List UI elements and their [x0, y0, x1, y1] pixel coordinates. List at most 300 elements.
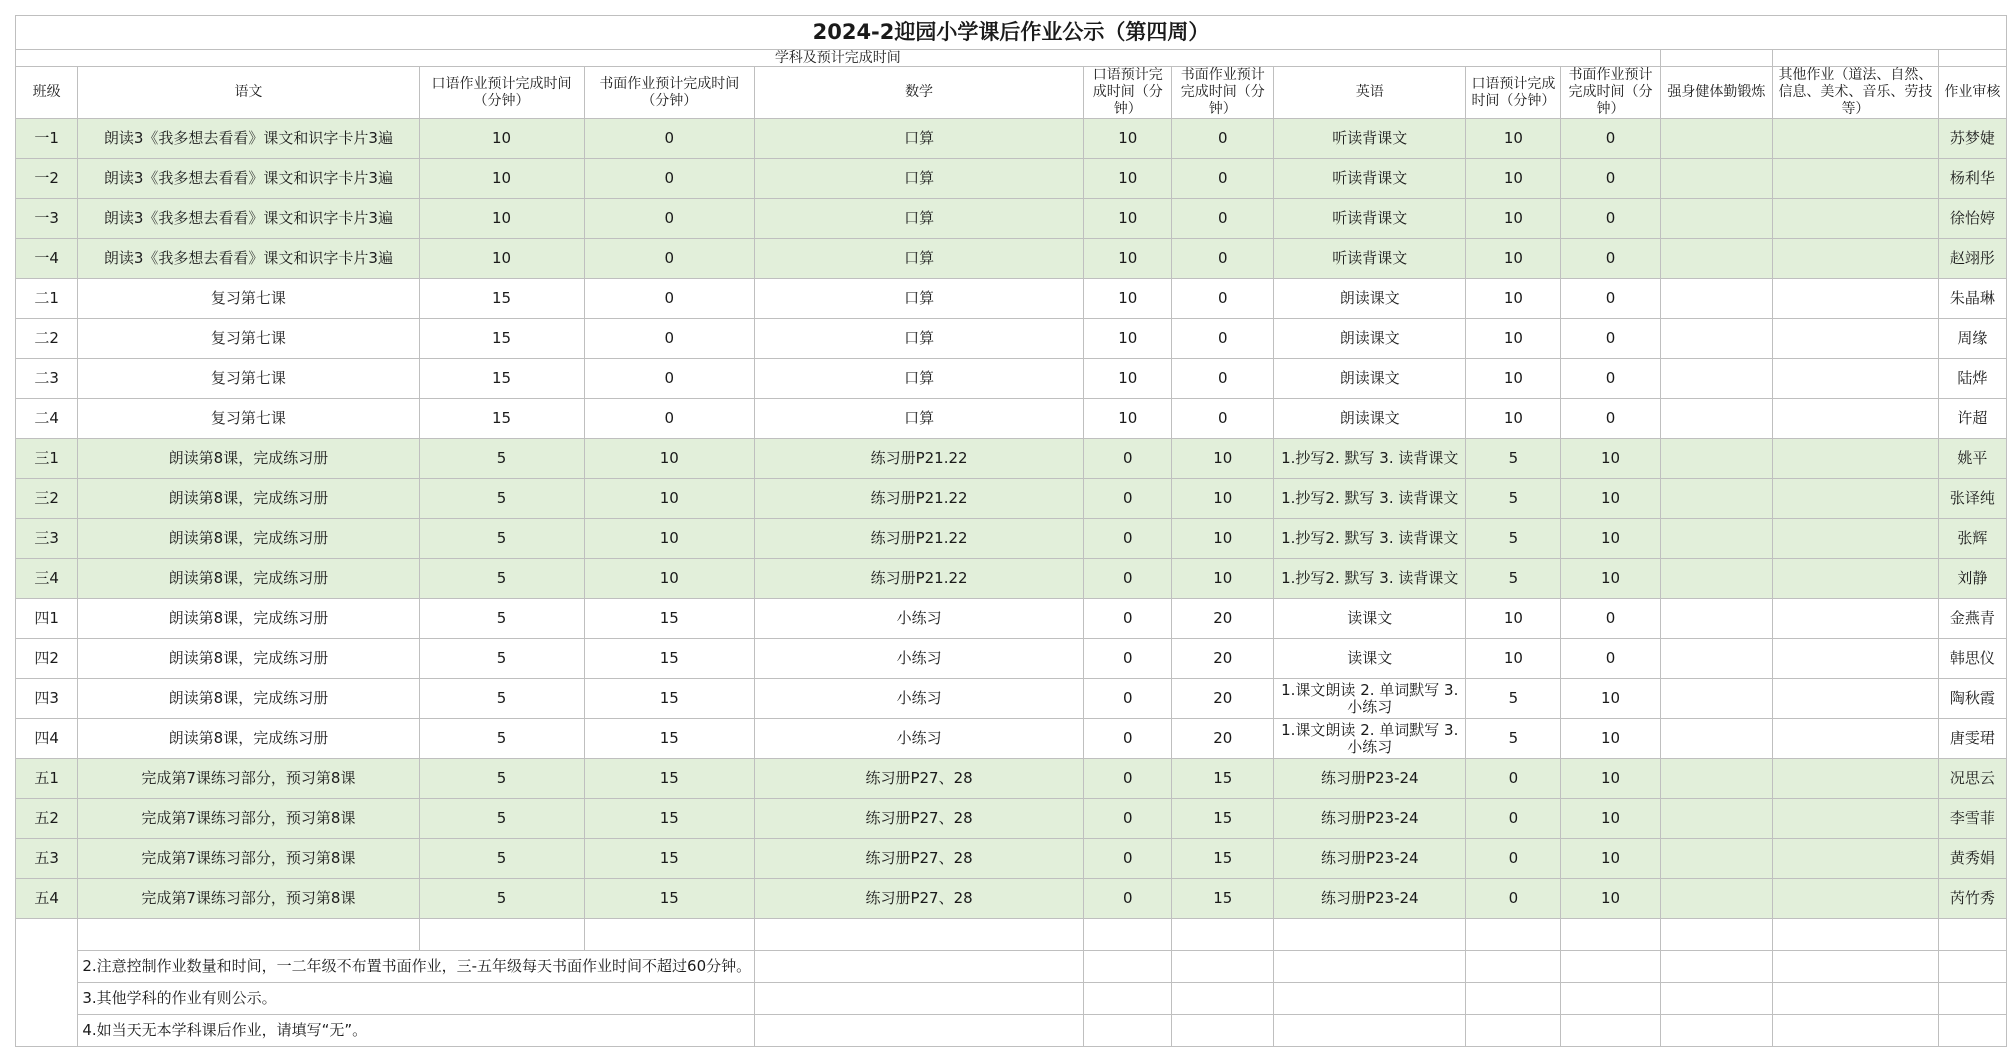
reviewer-cell[interactable]: 姚平 [1938, 439, 2006, 479]
english-cell[interactable]: 听读背课文 [1274, 199, 1466, 239]
exercise-cell[interactable] [1660, 319, 1772, 359]
empty-cell [1938, 919, 2006, 951]
chinese-written-time-cell[interactable]: 15 [584, 719, 755, 759]
empty-cell [755, 1015, 1084, 1047]
other-homework-cell[interactable] [1773, 799, 1939, 839]
math-oral-time-cell[interactable]: 0 [1084, 479, 1172, 519]
math-oral-time-cell[interactable]: 0 [1084, 719, 1172, 759]
english-written-time-cell[interactable]: 0 [1561, 599, 1660, 639]
math-cell[interactable]: 练习册P27、28 [755, 799, 1084, 839]
chinese-cell[interactable]: 完成第7课练习部分，预习第8课 [78, 799, 419, 839]
math-written-time-cell[interactable]: 20 [1172, 719, 1274, 759]
math-written-time-cell[interactable]: 0 [1172, 119, 1274, 159]
math-cell[interactable]: 口算 [755, 399, 1084, 439]
other-homework-cell[interactable] [1773, 479, 1939, 519]
chinese-oral-time-cell[interactable]: 5 [419, 519, 584, 559]
class-cell[interactable]: 五3 [16, 839, 78, 879]
other-homework-cell[interactable] [1773, 159, 1939, 199]
english-cell[interactable]: 1.课文朗读 2. 单词默写 3.小练习 [1274, 719, 1466, 759]
class-cell[interactable]: 二1 [16, 279, 78, 319]
exercise-cell[interactable] [1660, 679, 1772, 719]
english-oral-time-cell[interactable]: 10 [1466, 159, 1561, 199]
chinese-cell[interactable]: 朗读3《我多想去看看》课文和识字卡片3遍 [78, 159, 419, 199]
english-written-time-cell[interactable]: 0 [1561, 239, 1660, 279]
english-oral-time-cell[interactable]: 0 [1466, 879, 1561, 919]
chinese-cell[interactable]: 朗读3《我多想去看看》课文和识字卡片3遍 [78, 199, 419, 239]
class-cell[interactable]: 三4 [16, 559, 78, 599]
class-cell[interactable]: 二3 [16, 359, 78, 399]
class-cell[interactable]: 三1 [16, 439, 78, 479]
note-text: 3.其他学科的作业有则公示。 [78, 983, 755, 1015]
english-written-time-cell[interactable]: 10 [1561, 799, 1660, 839]
english-cell[interactable]: 1.抄写2. 默写 3. 读背课文 [1274, 519, 1466, 559]
math-oral-time-cell[interactable]: 10 [1084, 119, 1172, 159]
math-cell[interactable]: 口算 [755, 279, 1084, 319]
english-oral-time-cell[interactable]: 5 [1466, 559, 1561, 599]
math-written-time-cell[interactable]: 0 [1172, 239, 1274, 279]
math-oral-time-cell[interactable]: 0 [1084, 679, 1172, 719]
table-row [16, 479, 2007, 519]
chinese-cell[interactable]: 朗读3《我多想去看看》课文和识字卡片3遍 [78, 119, 419, 159]
reviewer-cell[interactable]: 张辉 [1938, 519, 2006, 559]
chinese-oral-time-cell[interactable]: 5 [419, 879, 584, 919]
chinese-oral-time-cell[interactable]: 5 [419, 599, 584, 639]
empty-cell [755, 951, 1084, 983]
english-oral-time-cell[interactable]: 0 [1466, 799, 1561, 839]
chinese-oral-time-cell[interactable]: 5 [419, 559, 584, 599]
exercise-cell[interactable] [1660, 719, 1772, 759]
exercise-cell[interactable] [1660, 119, 1772, 159]
english-oral-time-cell[interactable]: 10 [1466, 599, 1561, 639]
english-oral-time-cell[interactable]: 10 [1466, 319, 1561, 359]
empty-cell [1466, 983, 1561, 1015]
reviewer-cell[interactable]: 况思云 [1938, 759, 2006, 799]
empty-cell [1773, 951, 1939, 983]
class-cell[interactable]: 三3 [16, 519, 78, 559]
chinese-written-time-cell[interactable]: 15 [584, 759, 755, 799]
chinese-written-time-cell[interactable]: 15 [584, 799, 755, 839]
exercise-cell[interactable] [1660, 359, 1772, 399]
math-cell[interactable]: 口算 [755, 119, 1084, 159]
reviewer-cell[interactable]: 张译纯 [1938, 479, 2006, 519]
math-written-time-cell[interactable]: 10 [1172, 479, 1274, 519]
english-cell[interactable]: 朗读课文 [1274, 359, 1466, 399]
english-cell[interactable]: 听读背课文 [1274, 239, 1466, 279]
english-written-time-cell[interactable]: 10 [1561, 719, 1660, 759]
chinese-written-time-cell[interactable]: 10 [584, 519, 755, 559]
other-homework-cell[interactable] [1773, 639, 1939, 679]
empty-cell [1274, 983, 1466, 1015]
chinese-oral-time-cell[interactable]: 5 [419, 679, 584, 719]
reviewer-cell[interactable]: 李雪菲 [1938, 799, 2006, 839]
exercise-cell[interactable] [1660, 199, 1772, 239]
note-row [16, 919, 2007, 951]
sheet-title: 2024-2迎园小学课后作业公示（第四周） [16, 16, 2007, 50]
exercise-cell[interactable] [1660, 279, 1772, 319]
english-oral-time-cell[interactable]: 5 [1466, 679, 1561, 719]
math-cell[interactable]: 练习册P27、28 [755, 879, 1084, 919]
english-cell[interactable]: 读课文 [1274, 639, 1466, 679]
table-row [16, 239, 2007, 279]
math-oral-time-cell[interactable]: 0 [1084, 799, 1172, 839]
exercise-cell[interactable] [1660, 599, 1772, 639]
math-oral-time-cell[interactable]: 10 [1084, 399, 1172, 439]
chinese-cell[interactable]: 朗读第8课，完成练习册 [78, 519, 419, 559]
chinese-written-time-cell[interactable]: 15 [584, 839, 755, 879]
exercise-cell[interactable] [1660, 479, 1772, 519]
english-written-time-cell[interactable]: 0 [1561, 399, 1660, 439]
english-written-time-cell[interactable]: 0 [1561, 159, 1660, 199]
table-row [16, 639, 2007, 679]
exercise-cell[interactable] [1660, 159, 1772, 199]
english-written-time-cell[interactable]: 10 [1561, 879, 1660, 919]
chinese-written-time-cell[interactable]: 15 [584, 639, 755, 679]
chinese-oral-time-cell[interactable]: 5 [419, 439, 584, 479]
chinese-written-time-cell[interactable]: 15 [584, 879, 755, 919]
chinese-written-time-cell[interactable]: 0 [584, 159, 755, 199]
reviewer-cell[interactable]: 芮竹秀 [1938, 879, 2006, 919]
other-homework-cell[interactable] [1773, 399, 1939, 439]
math-oral-time-cell[interactable]: 0 [1084, 839, 1172, 879]
reviewer-cell[interactable]: 韩思仪 [1938, 639, 2006, 679]
note-row [16, 983, 2007, 1015]
math-written-time-cell[interactable]: 0 [1172, 199, 1274, 239]
math-written-time-cell[interactable]: 20 [1172, 599, 1274, 639]
english-cell[interactable]: 朗读课文 [1274, 279, 1466, 319]
english-written-time-cell[interactable]: 10 [1561, 839, 1660, 879]
math-written-time-cell[interactable]: 10 [1172, 519, 1274, 559]
math-written-time-cell[interactable]: 10 [1172, 439, 1274, 479]
math-cell[interactable]: 口算 [755, 319, 1084, 359]
chinese-written-time-cell[interactable]: 0 [584, 359, 755, 399]
math-oral-time-cell[interactable]: 10 [1084, 159, 1172, 199]
english-written-time-cell[interactable]: 0 [1561, 639, 1660, 679]
exercise-cell[interactable] [1660, 519, 1772, 559]
chinese-written-time-cell[interactable]: 0 [584, 319, 755, 359]
english-oral-time-cell[interactable]: 10 [1466, 119, 1561, 159]
empty-cell [1172, 951, 1274, 983]
table-row [16, 679, 2007, 719]
chinese-oral-time-cell[interactable]: 15 [419, 399, 584, 439]
chinese-written-time-cell[interactable]: 15 [584, 679, 755, 719]
chinese-cell[interactable]: 朗读第8课，完成练习册 [78, 559, 419, 599]
chinese-oral-time-cell[interactable]: 5 [419, 759, 584, 799]
math-written-time-cell[interactable]: 0 [1172, 359, 1274, 399]
empty-cell [16, 919, 78, 951]
empty-cell [755, 919, 1084, 951]
math-oral-time-cell[interactable]: 0 [1084, 599, 1172, 639]
chinese-written-time-cell[interactable]: 0 [584, 279, 755, 319]
chinese-cell[interactable]: 完成第7课练习部分，预习第8课 [78, 879, 419, 919]
math-oral-time-cell[interactable]: 10 [1084, 319, 1172, 359]
other-homework-cell[interactable] [1773, 679, 1939, 719]
reviewer-cell[interactable]: 金燕青 [1938, 599, 2006, 639]
chinese-oral-time-cell[interactable]: 10 [419, 199, 584, 239]
math-written-time-cell[interactable]: 15 [1172, 879, 1274, 919]
exercise-cell[interactable] [1660, 879, 1772, 919]
chinese-cell[interactable]: 朗读3《我多想去看看》课文和识字卡片3遍 [78, 239, 419, 279]
reviewer-cell[interactable]: 苏梦婕 [1938, 119, 2006, 159]
english-cell[interactable]: 朗读课文 [1274, 399, 1466, 439]
math-cell[interactable]: 口算 [755, 159, 1084, 199]
reviewer-cell[interactable]: 陶秋霞 [1938, 679, 2006, 719]
english-oral-time-cell[interactable]: 10 [1466, 399, 1561, 439]
empty-cell [1773, 919, 1939, 951]
class-cell[interactable]: 四3 [16, 679, 78, 719]
class-cell[interactable]: 一4 [16, 239, 78, 279]
english-cell[interactable]: 读课文 [1274, 599, 1466, 639]
table-row [16, 399, 2007, 439]
english-written-time-cell[interactable]: 10 [1561, 479, 1660, 519]
exercise-cell[interactable] [1660, 759, 1772, 799]
chinese-cell[interactable]: 朗读第8课，完成练习册 [78, 639, 419, 679]
chinese-cell[interactable]: 朗读第8课，完成练习册 [78, 479, 419, 519]
english-written-time-cell[interactable]: 0 [1561, 119, 1660, 159]
empty-cell [1274, 919, 1466, 951]
english-written-time-cell[interactable]: 10 [1561, 679, 1660, 719]
english-written-time-cell[interactable]: 0 [1561, 199, 1660, 239]
reviewer-cell[interactable]: 杨利华 [1938, 159, 2006, 199]
english-written-time-cell[interactable]: 0 [1561, 359, 1660, 399]
empty-cell [1172, 983, 1274, 1015]
other-homework-cell[interactable] [1773, 439, 1939, 479]
reviewer-cell[interactable]: 刘静 [1938, 559, 2006, 599]
math-written-time-cell[interactable]: 20 [1172, 679, 1274, 719]
reviewer-cell[interactable]: 徐怡婷 [1938, 199, 2006, 239]
other-homework-cell[interactable] [1773, 759, 1939, 799]
chinese-cell[interactable]: 完成第7课练习部分，预习第8课 [78, 839, 419, 879]
math-written-time-cell[interactable]: 0 [1172, 399, 1274, 439]
math-written-time-cell[interactable]: 15 [1172, 799, 1274, 839]
empty-cell [1084, 983, 1172, 1015]
english-oral-time-cell[interactable]: 0 [1466, 839, 1561, 879]
table-row [16, 519, 2007, 559]
chinese-oral-time-cell[interactable]: 15 [419, 279, 584, 319]
chinese-oral-time-cell[interactable]: 5 [419, 639, 584, 679]
math-oral-time-cell[interactable]: 0 [1084, 759, 1172, 799]
exercise-cell[interactable] [1660, 559, 1772, 599]
class-cell[interactable]: 四4 [16, 719, 78, 759]
class-cell[interactable]: 五2 [16, 799, 78, 839]
math-written-time-cell[interactable]: 10 [1172, 559, 1274, 599]
other-homework-cell[interactable] [1773, 599, 1939, 639]
class-cell[interactable]: 四2 [16, 639, 78, 679]
math-written-time-cell[interactable]: 0 [1172, 319, 1274, 359]
english-cell[interactable]: 练习册P23-24 [1274, 879, 1466, 919]
english-oral-time-cell[interactable]: 10 [1466, 359, 1561, 399]
chinese-written-time-cell[interactable]: 0 [584, 399, 755, 439]
chinese-oral-time-cell[interactable]: 5 [419, 839, 584, 879]
chinese-cell[interactable]: 复习第七课 [78, 319, 419, 359]
english-cell[interactable]: 练习册P23-24 [1274, 759, 1466, 799]
class-cell[interactable]: 一3 [16, 199, 78, 239]
class-cell[interactable]: 二2 [16, 319, 78, 359]
math-cell[interactable]: 练习册P27、28 [755, 759, 1084, 799]
english-oral-time-cell[interactable]: 5 [1466, 479, 1561, 519]
reviewer-cell[interactable]: 黄秀娟 [1938, 839, 2006, 879]
math-written-time-cell[interactable]: 0 [1172, 279, 1274, 319]
empty-cell [1660, 50, 1772, 67]
english-cell[interactable]: 1.抄写2. 默写 3. 读背课文 [1274, 479, 1466, 519]
chinese-cell[interactable]: 复习第七课 [78, 359, 419, 399]
reviewer-cell[interactable]: 唐雯珺 [1938, 719, 2006, 759]
chinese-cell[interactable]: 朗读第8课，完成练习册 [78, 599, 419, 639]
other-homework-cell[interactable] [1773, 279, 1939, 319]
other-homework-cell[interactable] [1773, 319, 1939, 359]
math-oral-time-cell[interactable]: 0 [1084, 879, 1172, 919]
chinese-written-time-cell[interactable]: 15 [584, 599, 755, 639]
english-cell[interactable]: 1.抄写2. 默写 3. 读背课文 [1274, 559, 1466, 599]
exercise-cell[interactable] [1660, 799, 1772, 839]
reviewer-cell[interactable]: 朱晶琳 [1938, 279, 2006, 319]
english-oral-time-cell[interactable]: 10 [1466, 279, 1561, 319]
exercise-cell[interactable] [1660, 639, 1772, 679]
reviewer-cell[interactable]: 许超 [1938, 399, 2006, 439]
exercise-cell[interactable] [1660, 399, 1772, 439]
empty-cell [1084, 1015, 1172, 1047]
other-homework-cell[interactable] [1773, 239, 1939, 279]
math-written-time-cell[interactable]: 0 [1172, 159, 1274, 199]
math-oral-time-cell[interactable]: 10 [1084, 359, 1172, 399]
reviewer-cell[interactable]: 周缘 [1938, 319, 2006, 359]
chinese-written-time-cell[interactable]: 0 [584, 119, 755, 159]
chinese-written-time-cell[interactable]: 0 [584, 199, 755, 239]
chinese-oral-time-cell[interactable]: 5 [419, 719, 584, 759]
class-cell[interactable]: 三2 [16, 479, 78, 519]
math-cell[interactable]: 练习册P21.22 [755, 559, 1084, 599]
math-oral-time-cell[interactable]: 10 [1084, 199, 1172, 239]
english-oral-time-cell[interactable]: 0 [1466, 759, 1561, 799]
english-cell[interactable]: 听读背课文 [1274, 159, 1466, 199]
chinese-oral-time-cell[interactable]: 10 [419, 239, 584, 279]
math-oral-time-cell[interactable]: 10 [1084, 279, 1172, 319]
chinese-written-time-cell[interactable]: 10 [584, 559, 755, 599]
table-row [16, 119, 2007, 159]
english-cell[interactable]: 1.抄写2. 默写 3. 读背课文 [1274, 439, 1466, 479]
subtitle-row [16, 50, 2007, 67]
english-oral-time-cell[interactable]: 10 [1466, 199, 1561, 239]
english-oral-time-cell[interactable]: 5 [1466, 719, 1561, 759]
exercise-cell[interactable] [1660, 839, 1772, 879]
empty-cell [1561, 983, 1660, 1015]
math-oral-time-cell[interactable]: 0 [1084, 519, 1172, 559]
english-oral-time-cell[interactable]: 5 [1466, 519, 1561, 559]
class-cell[interactable]: 五1 [16, 759, 78, 799]
class-cell[interactable]: 五4 [16, 879, 78, 919]
math-cell[interactable]: 小练习 [755, 599, 1084, 639]
exercise-cell[interactable] [1660, 439, 1772, 479]
english-cell[interactable]: 听读背课文 [1274, 119, 1466, 159]
english-written-time-cell[interactable]: 10 [1561, 759, 1660, 799]
other-homework-cell[interactable] [1773, 839, 1939, 879]
math-cell[interactable]: 小练习 [755, 639, 1084, 679]
math-written-time-cell[interactable]: 15 [1172, 839, 1274, 879]
english-written-time-cell[interactable]: 10 [1561, 519, 1660, 559]
math-cell[interactable]: 口算 [755, 199, 1084, 239]
class-cell[interactable]: 一2 [16, 159, 78, 199]
math-oral-time-cell[interactable]: 0 [1084, 559, 1172, 599]
english-oral-time-cell[interactable]: 10 [1466, 639, 1561, 679]
english-cell[interactable]: 练习册P23-24 [1274, 839, 1466, 879]
table-row [16, 359, 2007, 399]
math-cell[interactable]: 练习册P21.22 [755, 479, 1084, 519]
math-written-time-cell[interactable]: 15 [1172, 759, 1274, 799]
empty-cell [16, 951, 78, 983]
chinese-oral-time-cell[interactable]: 5 [419, 799, 584, 839]
other-homework-cell[interactable] [1773, 199, 1939, 239]
chinese-written-time-cell[interactable]: 0 [584, 239, 755, 279]
empty-cell [1561, 951, 1660, 983]
math-cell[interactable]: 口算 [755, 359, 1084, 399]
english-oral-time-cell[interactable]: 10 [1466, 239, 1561, 279]
chinese-written-time-cell[interactable]: 10 [584, 479, 755, 519]
header-chinese-oral-time: 口语作业预计完成时间（分钟） [419, 67, 584, 119]
math-cell[interactable]: 练习册P21.22 [755, 439, 1084, 479]
table-row [16, 879, 2007, 919]
english-oral-time-cell[interactable]: 5 [1466, 439, 1561, 479]
english-written-time-cell[interactable]: 10 [1561, 559, 1660, 599]
other-homework-cell[interactable] [1773, 719, 1939, 759]
chinese-cell[interactable]: 朗读第8课，完成练习册 [78, 679, 419, 719]
chinese-cell[interactable]: 复习第七课 [78, 399, 419, 439]
english-written-time-cell[interactable]: 10 [1561, 439, 1660, 479]
other-homework-cell[interactable] [1773, 559, 1939, 599]
header-chinese: 语文 [78, 67, 419, 119]
exercise-cell[interactable] [1660, 239, 1772, 279]
chinese-written-time-cell[interactable]: 10 [584, 439, 755, 479]
chinese-cell[interactable]: 复习第七课 [78, 279, 419, 319]
chinese-oral-time-cell[interactable]: 15 [419, 319, 584, 359]
math-cell[interactable]: 口算 [755, 239, 1084, 279]
header-english-written-time: 书面作业预计完成时间（分钟） [1561, 67, 1660, 119]
chinese-oral-time-cell[interactable]: 10 [419, 159, 584, 199]
class-cell[interactable]: 四1 [16, 599, 78, 639]
math-cell[interactable]: 练习册P27、28 [755, 839, 1084, 879]
empty-cell [16, 983, 78, 1015]
class-cell[interactable]: 一1 [16, 119, 78, 159]
empty-cell [755, 983, 1084, 1015]
math-oral-time-cell[interactable]: 10 [1084, 239, 1172, 279]
chinese-oral-time-cell[interactable]: 10 [419, 119, 584, 159]
other-homework-cell[interactable] [1773, 879, 1939, 919]
class-cell[interactable]: 二4 [16, 399, 78, 439]
reviewer-cell[interactable]: 陆烨 [1938, 359, 2006, 399]
chinese-oral-time-cell[interactable]: 5 [419, 479, 584, 519]
english-written-time-cell[interactable]: 0 [1561, 279, 1660, 319]
math-cell[interactable]: 小练习 [755, 719, 1084, 759]
empty-cell [1084, 919, 1172, 951]
math-cell[interactable]: 练习册P21.22 [755, 519, 1084, 559]
other-homework-cell[interactable] [1773, 359, 1939, 399]
english-cell[interactable]: 朗读课文 [1274, 319, 1466, 359]
english-written-time-cell[interactable]: 0 [1561, 319, 1660, 359]
other-homework-cell[interactable] [1773, 119, 1939, 159]
header-row [16, 67, 2007, 119]
table-row [16, 199, 2007, 239]
chinese-cell[interactable]: 朗读第8课，完成练习册 [78, 719, 419, 759]
chinese-cell[interactable]: 完成第7课练习部分，预习第8课 [78, 759, 419, 799]
reviewer-cell[interactable]: 赵翊彤 [1938, 239, 2006, 279]
english-cell[interactable]: 练习册P23-24 [1274, 799, 1466, 839]
math-written-time-cell[interactable]: 20 [1172, 639, 1274, 679]
chinese-oral-time-cell[interactable]: 15 [419, 359, 584, 399]
math-oral-time-cell[interactable]: 0 [1084, 439, 1172, 479]
english-cell[interactable]: 1.课文朗读 2. 单词默写 3.小练习 [1274, 679, 1466, 719]
chinese-cell[interactable]: 朗读第8课，完成练习册 [78, 439, 419, 479]
math-oral-time-cell[interactable]: 0 [1084, 639, 1172, 679]
other-homework-cell[interactable] [1773, 519, 1939, 559]
math-cell[interactable]: 小练习 [755, 679, 1084, 719]
